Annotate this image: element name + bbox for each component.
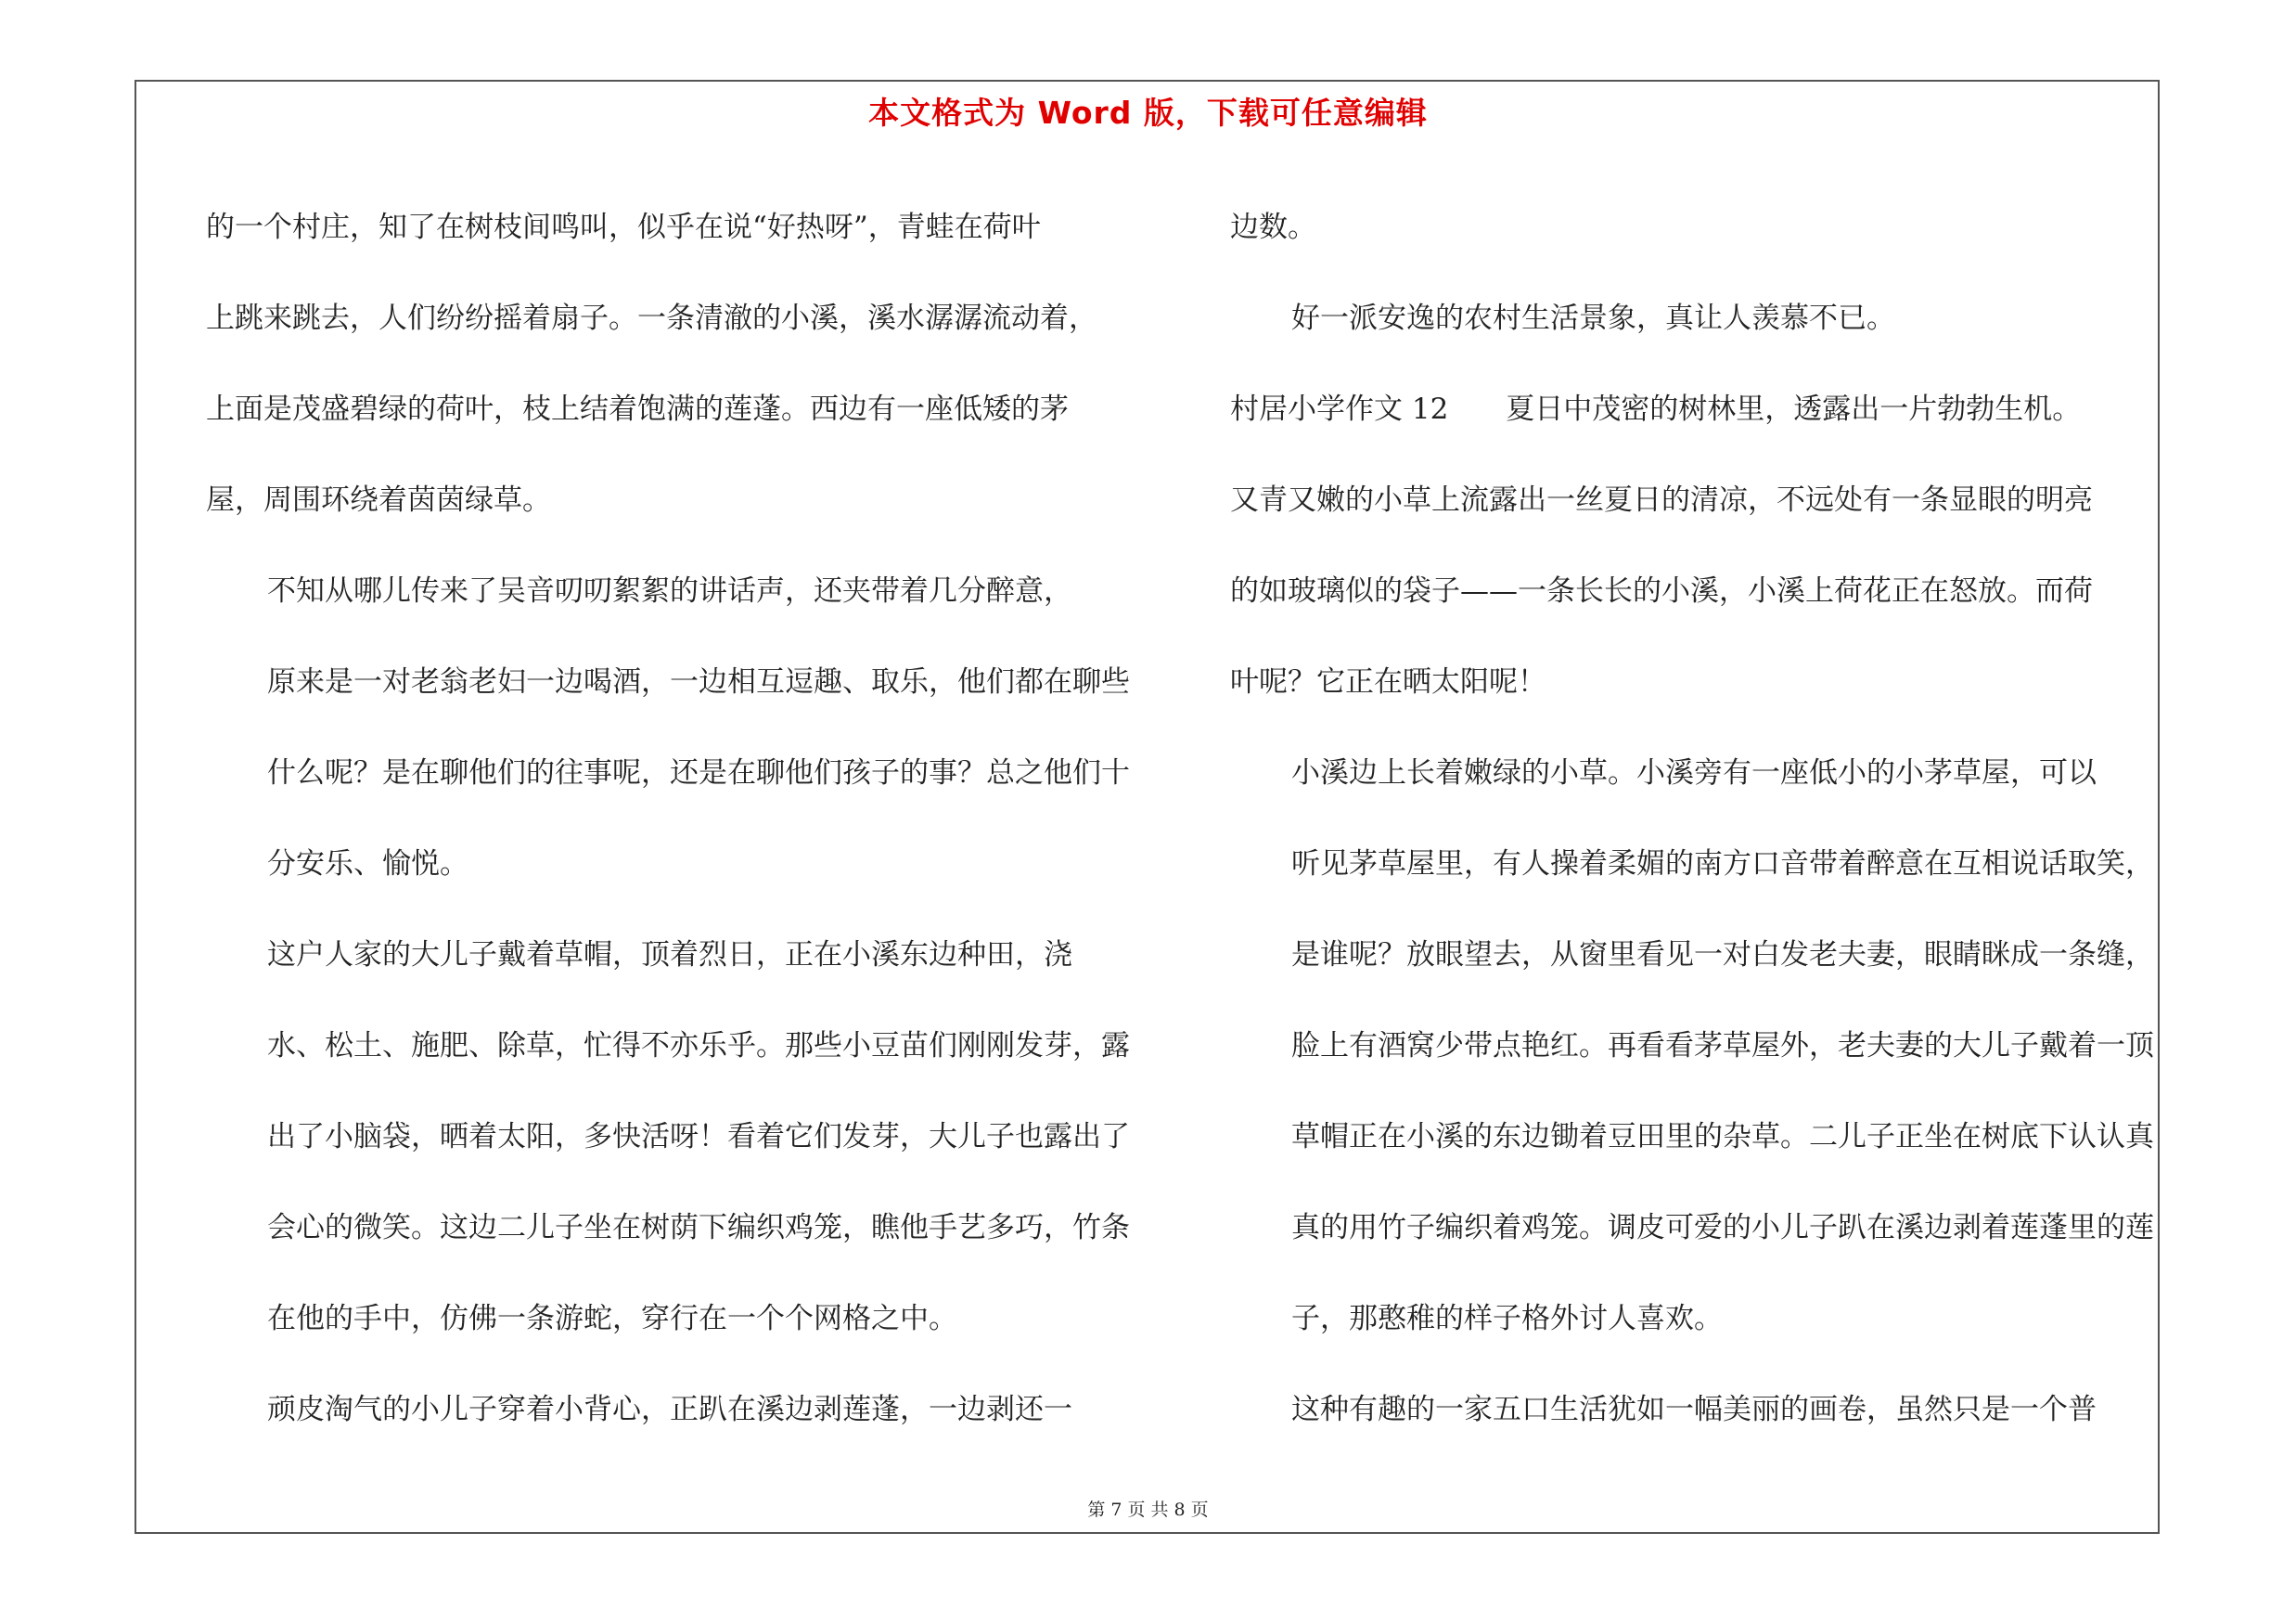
text-line: 好一派安逸的农村生活景象，真让人羡慕不已。 — [1291, 302, 1895, 335]
text-line: 在他的手中，仿佛一条游蛇，穿行在一个个网格之中。 — [267, 1302, 957, 1335]
text-line: 子，那憨稚的样子格外讨人喜欢。 — [1291, 1302, 1723, 1335]
paragraph — [206, 909, 1134, 1364]
text-line: 是谁呢？放眼望去，从窗里看见一对白发老夫妻，眼睛眯成一条缝， — [1291, 938, 2154, 972]
paragraph — [206, 546, 1134, 909]
text-line: 草帽正在小溪的东边锄着豆田里的杂草。二儿子正坐在树底下认认真 — [1291, 1120, 2154, 1153]
text-line: 会心的微笑。这边二儿子坐在树荫下编织鸡笼，瞧他手艺多巧，竹条 — [267, 1211, 1130, 1244]
text-line: 村居小学作文 12 夏日中茂密的树林里，透露出一片勃勃生机。 — [1230, 393, 2082, 426]
text-line: 原来是一对老翁老妇一边喝酒，一边相互逗趣、取乐，他们都在聊些 — [267, 665, 1130, 699]
text-line: 不知从哪儿传来了吴音叨叨絮絮的讲话声，还夹带着几分醉意， — [267, 574, 1072, 608]
text-line: 又青又嫩的小草上流露出一丝夏日的清凉，不远处有一条显眼的明亮 — [1230, 483, 2093, 517]
left-text-column — [206, 182, 1134, 1455]
text-line: 听见茅草屋里，有人操着柔媚的南方口音带着醉意在互相说话取笑， — [1291, 847, 2154, 881]
text-line: 分安乐、愉悦。 — [267, 847, 468, 881]
text-line: 叶呢？它正在晒太阳呢！ — [1230, 665, 1546, 699]
right-text-column — [1230, 182, 2167, 1455]
text-line: 水、松土、施肥、除草，忙得不亦乐乎。那些小豆苗们刚刚发芽，露 — [267, 1029, 1130, 1063]
text-line: 脸上有酒窝少带点艳红。再看看茅草屋外，老夫妻的大儿子戴着一顶 — [1291, 1029, 2154, 1063]
paragraph — [1230, 1364, 2167, 1455]
paragraph — [1230, 728, 2167, 1364]
text-line: 上跳来跳去，人们纷纷摇着扇子。一条清澈的小溪，溪水潺潺流动着， — [206, 302, 1097, 335]
text-line: 这种有趣的一家五口生活犹如一幅美丽的画卷，虽然只是一个普 — [1291, 1393, 2097, 1426]
text-line: 顽皮淘气的小儿子穿着小背心，正趴在溪边剥莲蓬，一边剥还一 — [267, 1393, 1072, 1426]
page-number-footer: 第 7 页 共 8 页 — [1087, 1500, 1209, 1520]
text-line: 出了小脑袋，晒着太阳，多快活呀！看着它们发芽，大儿子也露出了 — [267, 1120, 1130, 1153]
text-line: 小溪边上长着嫩绿的小草。小溪旁有一座低小的小茅草屋，可以 — [1291, 756, 2097, 790]
word-format-banner: 本文格式为 Word 版，下载可任意编辑 — [868, 95, 1428, 131]
text-line: 的如玻璃似的袋子——一条长长的小溪，小溪上荷花正在怒放。而荷 — [1230, 574, 2093, 608]
text-line: 什么呢？是在聊他们的往事呢，还是在聊他们孩子的事？总之他们十 — [267, 756, 1130, 790]
paragraph — [1230, 182, 2167, 273]
paragraph — [1230, 273, 2167, 364]
text-line: 真的用竹子编织着鸡笼。调皮可爱的小儿子趴在溪边剥着莲蓬里的莲 — [1291, 1211, 2154, 1244]
text-line: 的一个村庄，知了在树枝间鸣叫，似乎在说“好热呀”，青蛙在荷叶 — [206, 211, 1041, 244]
paragraph — [206, 182, 1134, 546]
text-line: 边数。 — [1230, 211, 1316, 244]
text-line: 这户人家的大儿子戴着草帽，顶着烈日，正在小溪东边种田，浇 — [267, 938, 1072, 972]
text-line: 屋，周围环绕着茵茵绿草。 — [206, 483, 551, 517]
paragraph — [206, 1364, 1134, 1455]
paragraph — [1230, 364, 2167, 728]
text-line: 上面是茂盛碧绿的荷叶，枝上结着饱满的莲蓬。西边有一座低矮的茅 — [206, 393, 1069, 426]
